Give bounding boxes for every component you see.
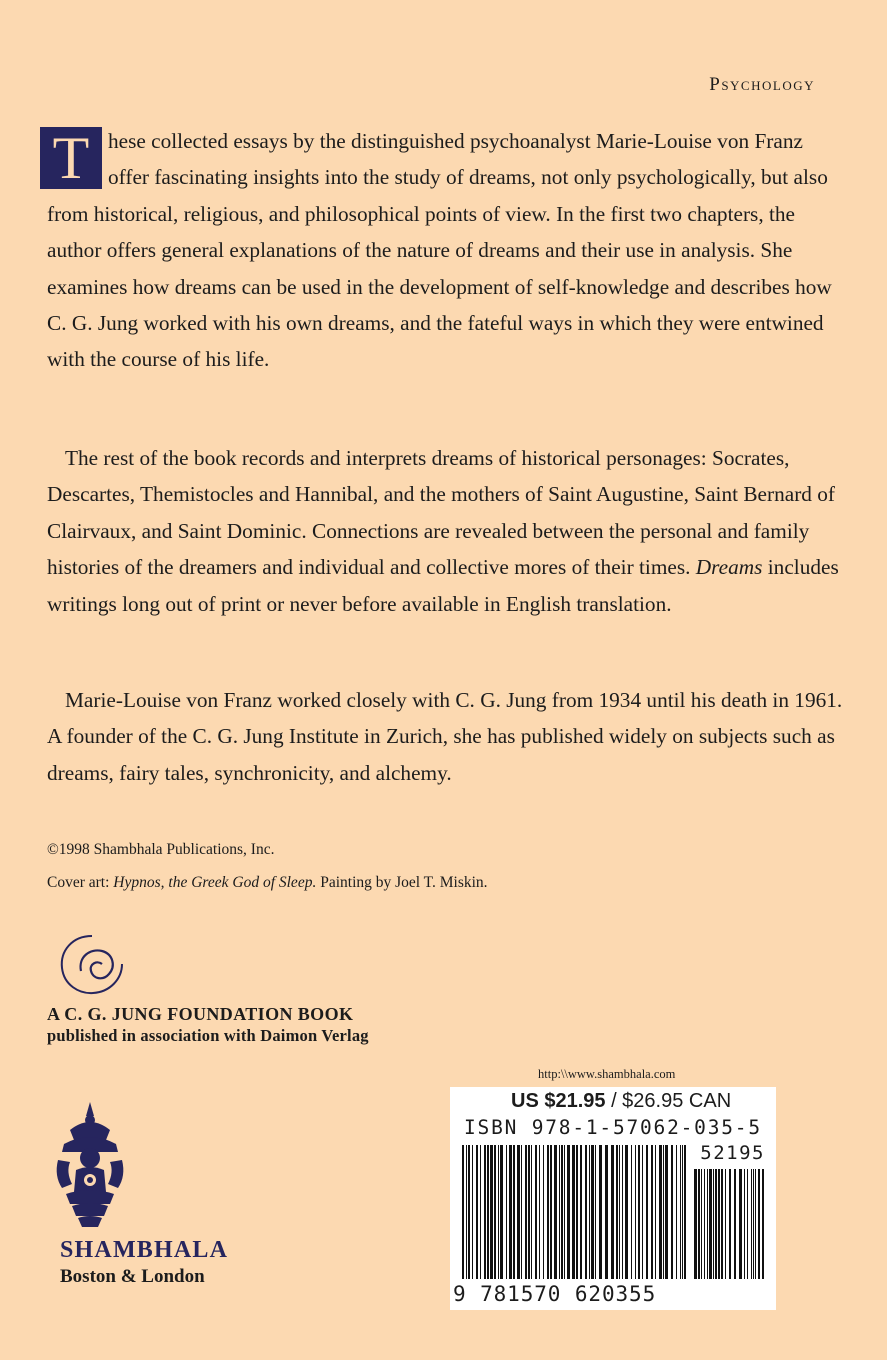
barcode-bar (755, 1169, 756, 1279)
barcode-bar (484, 1145, 486, 1279)
barcode-bar (707, 1169, 708, 1279)
barcode-bar (619, 1145, 620, 1279)
barcode-bar (585, 1145, 587, 1279)
barcode-bar (646, 1145, 648, 1279)
barcode-bar (684, 1145, 686, 1279)
barcode-bar (531, 1145, 532, 1279)
barcode-bar (725, 1169, 726, 1279)
barcode-bar (539, 1145, 540, 1279)
barcode-bar (616, 1145, 618, 1279)
barcode-bar (509, 1145, 512, 1279)
barcode-bar (747, 1169, 748, 1279)
barcode-bar (576, 1145, 578, 1279)
publisher-location: Boston & London (60, 1266, 205, 1287)
barcode-bar (506, 1145, 507, 1279)
barcode-bar (580, 1145, 582, 1279)
barcode-digits: 9 781570 620355 (453, 1282, 657, 1306)
barcode-bar (591, 1145, 594, 1279)
barcode-bar (758, 1169, 760, 1279)
barcode-bar (698, 1169, 700, 1279)
barcode-bar (694, 1169, 697, 1279)
barcode-bar (466, 1145, 467, 1279)
barcode-bar (663, 1145, 664, 1279)
barcode-bar (490, 1145, 493, 1279)
publisher-url: http:\\www.shambhala.com (538, 1067, 676, 1081)
barcode-bar (595, 1145, 596, 1279)
description-paragraph-1 (47, 123, 847, 378)
description-paragraph-2 (47, 440, 847, 622)
price-can: / $26.95 CAN (605, 1090, 732, 1112)
barcode-bar (631, 1145, 632, 1279)
barcode-bar (535, 1145, 537, 1279)
price-addon-code: 52195 (700, 1142, 765, 1164)
barcode-bar (625, 1145, 628, 1279)
barcode-bar (513, 1145, 515, 1279)
book-title-italic: Dreams (695, 555, 763, 580)
barcode-bar (635, 1145, 636, 1279)
barcode-bar (715, 1169, 717, 1279)
barcode-bar (739, 1169, 742, 1279)
barcode-bar (476, 1145, 478, 1279)
barcode-bar (462, 1145, 464, 1279)
cover-art-label: Cover art: (47, 874, 114, 891)
barcode-bar (744, 1169, 745, 1279)
barcode-bar (559, 1145, 560, 1279)
barcode-bar (521, 1145, 522, 1279)
barcode-bar (561, 1145, 563, 1279)
barcode-bar (498, 1145, 499, 1279)
isbn-number: ISBN 978-1-57062-035-5 (464, 1116, 762, 1139)
barcode-bar (589, 1145, 590, 1279)
barcode-bar (564, 1145, 565, 1279)
foundation-block (47, 1004, 369, 1046)
barcode-bar (665, 1145, 668, 1279)
author-bio-paragraph: Marie-Louise von Franz worked closely with C. G. Jung from 1934 until his death in 1961. A founder of the C. G. Jung Institute in Zurich, she has published widely on subjects such as dreams, fairy tales, synchronicity, and alchemy. (47, 688, 843, 785)
cover-art-title: Hypnos, the Greek God of Sleep. (113, 874, 317, 891)
paragraph-1-text: hese collected essays by the distinguished psychoanalyst Marie-Louise von Franz offer fascinating insights into the study of dreams, not only psychologically, but also from historical, religious, and philosophical points of view. In the first two chapters, the author offers general explanations of the nature of dreams and their use in analysis. She examines how dreams can be used in the development of self-knowledge and describes how C. G. Jung worked with his own dreams, and the fateful ways in which they were entwined with the course of his life. (47, 129, 832, 372)
barcode-bar (500, 1145, 503, 1279)
barcode-bar (659, 1145, 662, 1279)
barcode-bar (721, 1169, 723, 1279)
barcode-bar (729, 1169, 731, 1279)
barcode-bar (487, 1145, 489, 1279)
barcode-bar (655, 1145, 656, 1279)
jung-foundation-logo-icon (56, 933, 128, 997)
barcode-bar (709, 1169, 712, 1279)
paragraph-2-text-start: The rest of the book records and interprets dreams of historical personages: Socrates, Descartes, Themistocles and Hannibal, and the mothers of Saint Augustine, Saint Bernard of Clairvaux, and Saint Dominic. Connections are revealed between the personal and family histories of the dreamers and individual and collective mores of their times. (47, 446, 836, 580)
barcode-bar (572, 1145, 575, 1279)
barcode-bar (718, 1169, 720, 1279)
barcode-bar (554, 1145, 557, 1279)
barcode-bar (472, 1145, 473, 1279)
publisher-name: SHAMBHALA (60, 1237, 229, 1263)
barcode-bar (638, 1145, 640, 1279)
barcode-bar (605, 1145, 608, 1279)
price-line (511, 1090, 731, 1113)
barcode-bar (480, 1145, 481, 1279)
barcode-bar (599, 1145, 602, 1279)
cover-art-credit (47, 874, 488, 892)
barcode-bar (762, 1169, 764, 1279)
barcode-bar (753, 1169, 754, 1279)
barcode-bar (704, 1169, 705, 1279)
barcode-bar (676, 1145, 677, 1279)
foundation-association: published in association with Daimon Verlag (47, 1026, 369, 1045)
barcode-bar (680, 1145, 681, 1279)
barcode-bar (651, 1145, 653, 1279)
barcode-bar (567, 1145, 570, 1279)
shambhala-emblem-icon (48, 1100, 132, 1230)
barcode-bar (734, 1169, 736, 1279)
barcode-bar (494, 1145, 496, 1279)
barcode-bar (611, 1145, 614, 1279)
publisher-block (60, 1237, 228, 1288)
price-us: US $21.95 (511, 1090, 606, 1112)
category-label: Psychology (709, 74, 815, 95)
barcode-bar (543, 1145, 544, 1279)
barcode-bar (671, 1145, 673, 1279)
paragraph-2-text-end: includes writings long out of print or never before available in English translation. (47, 555, 839, 616)
barcode-bar (642, 1145, 643, 1279)
barcode-label (450, 1087, 776, 1310)
barcode-bar (547, 1145, 549, 1279)
foundation-title: A C. G. JUNG FOUNDATION BOOK (47, 1004, 354, 1024)
barcode-bar (682, 1145, 683, 1279)
barcode-bar (550, 1145, 552, 1279)
cover-art-painter: Painting by Joel T. Miskin. (316, 874, 488, 891)
barcode-bar (525, 1145, 527, 1279)
barcode-bar (528, 1145, 530, 1279)
barcode-bar (468, 1145, 470, 1279)
drop-cap: T (40, 127, 102, 189)
barcode-bar (713, 1169, 714, 1279)
barcode-bar (622, 1145, 623, 1279)
barcode-bar (751, 1169, 752, 1279)
barcode-bar (701, 1169, 702, 1279)
barcode-bar (517, 1145, 520, 1279)
copyright-line: ©1998 Shambhala Publications, Inc. (47, 841, 275, 858)
